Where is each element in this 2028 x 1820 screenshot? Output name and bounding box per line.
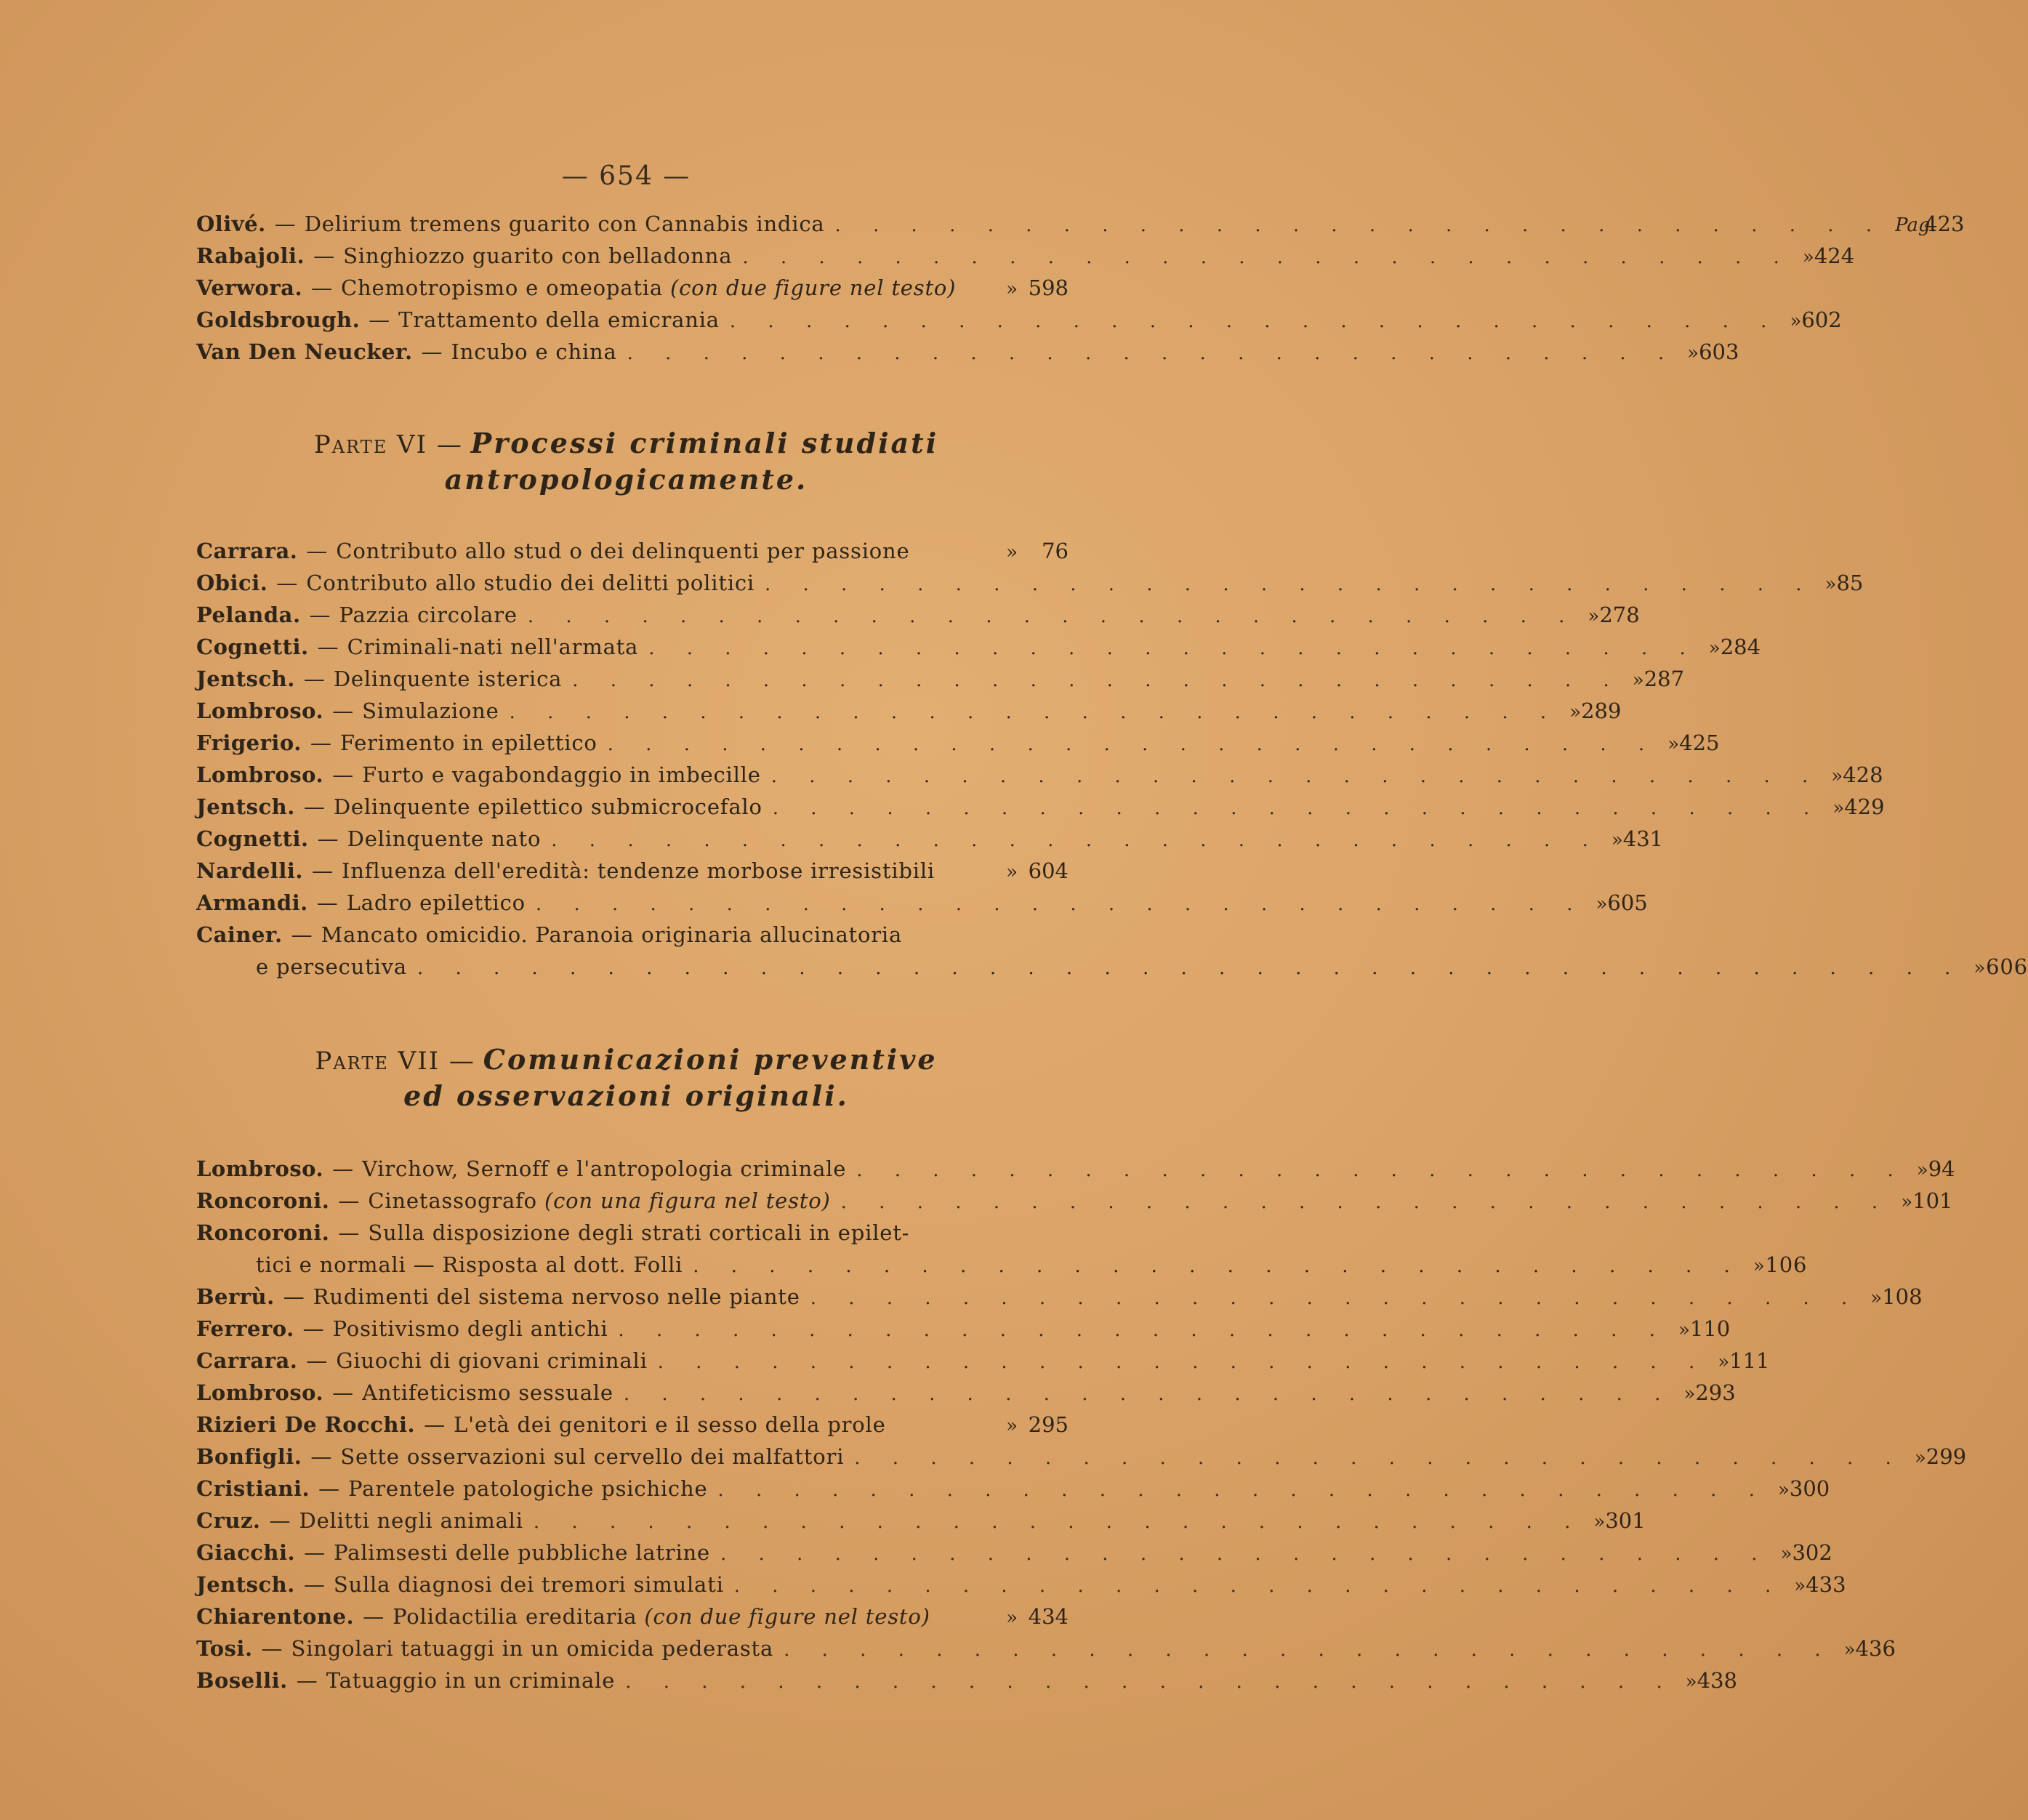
list-item: Ferrero. — Positivismo degli antichi . . . . . . . . . . . . . . . . . . . . . . . . . . . . » 110 bbox=[196, 1313, 1069, 1345]
entry-page: 301 bbox=[1605, 1508, 1646, 1533]
leader-dots: . . . . . . . . . . . . . . . . . . . . . . . . . . . . bbox=[810, 1287, 1861, 1309]
entry-author: Lombroso. bbox=[196, 1156, 324, 1181]
section-heading-part-7 bbox=[0, 1041, 1252, 1080]
leader-dots: . . . . . . . . . . . . . . . . . . . . . . . . . . . . bbox=[840, 1191, 1891, 1213]
ditto-mark: » bbox=[1593, 1511, 1606, 1533]
entry-title: L'età dei genitori e il sesso della prole bbox=[454, 1412, 886, 1437]
entry-title: Antifeticismo sessuale bbox=[362, 1380, 613, 1405]
entry-page: 94 bbox=[1928, 1156, 1955, 1181]
ditto-mark: » bbox=[1685, 1671, 1697, 1693]
list-item: Nardelli. — Influenza dell'eredità: tendenze morbose irresistibili » 604 bbox=[196, 855, 1069, 887]
list-item: Cognetti. — Delinquente nato . . . . . . . . . . . . . . . . . . . . . . . . . . . . » 431 bbox=[196, 823, 1069, 855]
leader-dots: . . . . . . . . . . . . . . . . . . . . . . . . . . . . bbox=[742, 246, 1792, 268]
ditto-mark: » bbox=[1824, 573, 1837, 595]
entry-title: Tatuaggio in un criminale bbox=[326, 1668, 616, 1693]
ditto-mark: » bbox=[1916, 1159, 1928, 1181]
entry-page: 428 bbox=[1843, 762, 1883, 787]
list-item: Jentsch. — Delinquente isterica . . . . . . . . . . . . . . . . . . . . . . . . . . . . » 287 bbox=[196, 663, 1069, 695]
list-item: Roncoroni. — Sulla disposizione degli strati corticali in epilet- bbox=[196, 1217, 1069, 1249]
entry-page: 299 bbox=[1926, 1444, 1967, 1469]
entry-author: Ferrero. bbox=[196, 1316, 294, 1341]
entry-title: Sette osservazioni sul cervello dei malfattori bbox=[340, 1444, 845, 1469]
entry-page: 436 bbox=[1855, 1636, 1896, 1661]
entry-author: Armandi. bbox=[196, 890, 308, 915]
entry-page: 434 bbox=[1028, 1604, 1069, 1629]
list-item: Berrù. — Rudimenti del sistema nervoso nelle piante . . . . . . . . . . . . . . . . . . . . . . . . . . . . » 108 bbox=[196, 1281, 1069, 1313]
entry-author: Berrù. bbox=[196, 1284, 275, 1309]
entry-title: Criminali-nati nell'armata bbox=[347, 635, 639, 659]
entry-title: Sulla diagnosi dei tremori simulati bbox=[333, 1572, 724, 1597]
entry-author: Roncoroni. bbox=[196, 1220, 330, 1245]
entry-title: Pazzia circolare bbox=[339, 603, 518, 627]
entry-author: Jentsch. bbox=[196, 1572, 295, 1597]
entry-title: Singolari tatuaggi in un omicida pederasta bbox=[291, 1636, 774, 1661]
list-item: Jentsch. — Sulla diagnosi dei tremori simulati . . . . . . . . . . . . . . . . . . . . . . . . . . . . » 433 bbox=[196, 1569, 1069, 1600]
entry-author: Chiarentone. bbox=[196, 1604, 355, 1629]
list-item: Boselli. — Tatuaggio in un criminale . . . . . . . . . . . . . . . . . . . . . . . . . . . . » 438 bbox=[196, 1664, 1069, 1696]
entry-title: Sulla disposizione degli strati corticali in epilet- bbox=[368, 1220, 910, 1245]
list-item: Cainer. — Mancato omicidio. Paranoia originaria allucinatoria bbox=[196, 919, 1069, 951]
entry-title: Delinquente nato bbox=[347, 826, 542, 851]
entry-author: Cognetti. bbox=[196, 826, 309, 851]
leader-dots: . . . . . . . . . . . . . . . . . . . . . . . . . . . . bbox=[509, 701, 1560, 723]
entry-page: 284 bbox=[1720, 635, 1761, 659]
entry-page: 85 bbox=[1836, 571, 1864, 595]
leader-dots: . . . . . . . . . . . . . . . . . . . . . . . . . . . . bbox=[717, 1479, 1768, 1501]
entry-author: Cainer. bbox=[196, 922, 283, 947]
leader-dots: . . . . . . . . . . . . . . . . . . . . . . . . . . . . bbox=[854, 1447, 1904, 1469]
leader-dots: . . . . . . . . . . . . . . . . . . . . . . . . . . . . bbox=[856, 1159, 1907, 1181]
ditto-mark: » bbox=[1006, 861, 1018, 883]
list-item: Chiarentone. — Polidactilia ereditaria (con due figure nel testo) » 434 bbox=[196, 1600, 1069, 1632]
page-number: — 654 — bbox=[561, 161, 691, 191]
entry-page: 287 bbox=[1643, 667, 1685, 691]
leader-dots: . . . . . . . . . . . . . . . . . . . . . . . . . . . . bbox=[770, 765, 1822, 787]
list-item: Verwora. — Chemotropismo e omeopatia (con due figure nel testo) » 598 bbox=[196, 272, 1069, 304]
leader-dots: . . . . . . . . . . . . . . . . . . . . . . . . . . . . bbox=[657, 1351, 1708, 1373]
entry-author: Frigerio. bbox=[196, 730, 302, 755]
entry-page: 605 bbox=[1607, 890, 1648, 915]
part-label: Parte VI — bbox=[313, 430, 463, 459]
ditto-mark: » bbox=[1006, 1415, 1018, 1437]
leader-dots: . . . . . . . . . . . . . . . . . . . . . . . . . . . . bbox=[693, 1255, 1743, 1277]
section-heading-part-7-line2 bbox=[0, 1077, 1252, 1116]
entry-page: 76 bbox=[1042, 539, 1069, 563]
entry-title: Rudimenti del sistema nervoso nelle piante bbox=[313, 1284, 800, 1309]
entry-author: Rizieri De Rocchi. bbox=[196, 1412, 416, 1437]
leader-dots: . . . . . . . . . . . . . . . . . . . . . . . . . . . . bbox=[607, 733, 1658, 755]
entry-author: Carrara. bbox=[196, 1348, 298, 1373]
entry-title: Contributo allo studio dei delitti politici bbox=[306, 571, 755, 595]
entry-author: Obici. bbox=[196, 571, 268, 595]
ditto-mark: » bbox=[1006, 541, 1018, 563]
leader-dots: . . . . . . . . . . . . . . . . . . . . . . . . . . . . . . . . . . . . . . . . . bbox=[417, 957, 1964, 979]
part-label: Parte VII — bbox=[315, 1047, 475, 1076]
entry-page: 429 bbox=[1844, 794, 1885, 819]
entry-title: Positivismo degli antichi bbox=[332, 1316, 608, 1341]
part-title: Comunicazioni preventive bbox=[483, 1043, 938, 1076]
entry-author: Jentsch. bbox=[196, 794, 295, 819]
entry-author: Van Den Neucker. bbox=[196, 339, 413, 364]
list-item-continuation bbox=[256, 951, 2028, 983]
entry-page: 598 bbox=[1028, 275, 1069, 300]
leader-dots: . . . . . . . . . . . . . . . . . . . . . . . . . . . . bbox=[834, 214, 1886, 236]
ditto-mark: » bbox=[1843, 1639, 1856, 1661]
entry-page: 431 bbox=[1622, 826, 1664, 851]
leader-dots: . . . . . . . . . . . . . . . . . . . . . . . . . . . . bbox=[527, 605, 1578, 627]
entry-author: Lombroso. bbox=[196, 698, 324, 723]
ditto-mark: » bbox=[1632, 669, 1644, 691]
entry-title: Incubo e china bbox=[451, 339, 617, 364]
ditto-mark: » bbox=[1596, 893, 1608, 915]
list-item: Bonfigli. — Sette osservazioni sul cervello dei malfattori . . . . . . . . . . . . . . . . . . . . . . . . . . . . » 299 bbox=[196, 1441, 1069, 1473]
entry-title: Delinquente epilettico submicrocefalo bbox=[333, 794, 762, 819]
list-item: Tosi. — Singolari tatuaggi in un omicida pederasta . . . . . . . . . . . . . . . . . . . . . . . . . . . . » 436 bbox=[196, 1632, 1069, 1664]
leader-dots: . . . . . . . . . . . . . . . . . . . . . . . . . . . . bbox=[729, 310, 1780, 332]
list-item: Giacchi. — Palimsesti delle pubbliche latrine . . . . . . . . . . . . . . . . . . . . . . . . . . . . » 302 bbox=[196, 1537, 1069, 1569]
entry-author: Goldsbrough. bbox=[196, 307, 361, 332]
entry-page: 300 bbox=[1789, 1476, 1830, 1501]
list-item: Van Den Neucker. — Incubo e china . . . . . . . . . . . . . . . . . . . . . . . . . . . . » 603 bbox=[196, 336, 1069, 368]
ditto-mark: » bbox=[1790, 310, 1802, 332]
ditto-mark: » bbox=[1753, 1255, 1766, 1277]
ditto-mark: » bbox=[1832, 797, 1845, 819]
entry-page: 603 bbox=[1699, 339, 1739, 364]
part-title: Processi criminali studiati bbox=[470, 427, 939, 459]
entry-title: Ladro epilettico bbox=[346, 890, 526, 915]
list-item: Carrara. — Giuochi di giovani criminali . . . . . . . . . . . . . . . . . . . . . . . . . . . . » 111 bbox=[196, 1345, 1069, 1377]
entry-title: Giuochi di giovani criminali bbox=[336, 1348, 648, 1373]
entry-title: Influenza dell'eredità: tendenze morbose irresistibili bbox=[341, 858, 935, 883]
entry-title-continuation: tici e normali — Risposta al dott. Folli bbox=[256, 1252, 683, 1277]
list-item: Pelanda. — Pazzia circolare . . . . . . . . . . . . . . . . . . . . . . . . . . . . » 278 bbox=[196, 599, 1069, 631]
ditto-mark: » bbox=[1777, 1479, 1790, 1501]
entry-author: Cruz. bbox=[196, 1508, 261, 1533]
ditto-mark: » bbox=[1683, 1383, 1696, 1405]
ditto-mark: » bbox=[1780, 1543, 1792, 1565]
entry-page: 433 bbox=[1806, 1572, 1846, 1597]
entry-author: Giacchi. bbox=[196, 1540, 296, 1565]
entry-page: 438 bbox=[1697, 1668, 1738, 1693]
entry-title: Contributo allo stud o dei delinquenti per passione bbox=[336, 539, 910, 563]
entry-author: Pelanda. bbox=[196, 603, 301, 627]
ditto-mark: » bbox=[1667, 733, 1680, 755]
leader-dots: . . . . . . . . . . . . . . . . . . . . . . . . . . . . bbox=[764, 573, 1815, 595]
entry-author: Roncoroni. bbox=[196, 1188, 330, 1213]
leader-dots: . . . . . . . . . . . . . . . . . . . . . . . . . . . . bbox=[627, 342, 1678, 364]
entry-page: 606 bbox=[1986, 954, 2028, 979]
leader-dots: . . . . . . . . . . . . . . . . . . . . . . . . . . . . bbox=[623, 1383, 1674, 1405]
entry-page: 425 bbox=[1679, 730, 1720, 755]
list-item: Cognetti. — Criminali-nati nell'armata . . . . . . . . . . . . . . . . . . . . . . . . . . . . » 284 bbox=[196, 631, 1069, 663]
leader-dots: . . . . . . . . . . . . . . . . . . . . . . . . . . . . bbox=[720, 1543, 1771, 1565]
list-item: Frigerio. — Ferimento in epilettico . . . . . . . . . . . . . . . . . . . . . . . . . . . . » 425 bbox=[196, 727, 1069, 759]
ditto-mark: » bbox=[1006, 1607, 1018, 1629]
entry-title: Simulazione bbox=[362, 698, 499, 723]
entry-title-note: (con due figure nel testo) bbox=[644, 1604, 930, 1629]
entry-title: Delinquente isterica bbox=[333, 667, 563, 691]
leader-dots: . . . . . . . . . . . . . . . . . . . . . . . . . . . . bbox=[618, 1319, 1668, 1341]
entry-page: 302 bbox=[1792, 1540, 1832, 1565]
entry-title: Delirium tremens guarito con Cannabis indica bbox=[304, 212, 825, 236]
section-heading-part-6-line2 bbox=[0, 461, 1252, 500]
entry-page: 602 bbox=[1801, 307, 1842, 332]
entry-author: Boselli. bbox=[196, 1668, 288, 1693]
leader-dots: . . . . . . . . . . . . . . . . . . . . . . . . . . . . bbox=[572, 669, 1622, 691]
list-item: Carrara. — Contributo allo stud o dei delinquenti per passione » 76 bbox=[196, 535, 1069, 567]
entry-page: 110 bbox=[1689, 1316, 1731, 1341]
list-item: Lombroso. — Furto e vagabondaggio in imbecille . . . . . . . . . . . . . . . . . . . . . . . . . . . . » 428 bbox=[196, 759, 1069, 791]
entry-title: Cinetassografo (con una figura nel testo) bbox=[368, 1188, 831, 1213]
list-item: Lombroso. — Simulazione . . . . . . . . . . . . . . . . . . . . . . . . . . . . » 289 bbox=[196, 695, 1069, 727]
ditto-mark: » bbox=[1914, 1447, 1926, 1469]
entry-author: Nardelli. bbox=[196, 858, 303, 883]
ditto-mark: » bbox=[1802, 246, 1814, 268]
list-item: Roncoroni. — Cinetassografo (con una figura nel testo) . . . . . . . . . . . . . . . . . . . . . . . . . . . . » 101 bbox=[196, 1185, 1069, 1217]
list-item: Jentsch. — Delinquente epilettico submicrocefalo . . . . . . . . . . . . . . . . . . . . . . . . . . . . » 429 bbox=[196, 791, 1069, 823]
entry-title: Parentele patologiche psichiche bbox=[348, 1476, 708, 1501]
ditto-mark: » bbox=[1006, 278, 1018, 300]
section-heading-part-6 bbox=[0, 424, 1252, 464]
entry-page: 604 bbox=[1028, 858, 1069, 883]
leader-dots: . . . . . . . . . . . . . . . . . . . . . . . . . . . . bbox=[648, 637, 1699, 659]
entry-author: Tosi. bbox=[196, 1636, 253, 1661]
ditto-mark: » bbox=[1870, 1287, 1883, 1309]
entry-title: Virchow, Sernoff e l'antropologia criminale bbox=[362, 1156, 847, 1181]
ditto-mark: » bbox=[1708, 637, 1721, 659]
leader-dots: . . . . . . . . . . . . . . . . . . . . . . . . . . . . bbox=[535, 893, 1586, 915]
pag-label: Pag. bbox=[1895, 214, 1936, 236]
entry-title: Singhiozzo guarito con belladonna bbox=[343, 243, 733, 268]
ditto-mark: » bbox=[1588, 605, 1600, 627]
leader-dots: . . . . . . . . . . . . . . . . . . . . . . . . . . . . bbox=[772, 797, 1823, 819]
entry-title: Palimsesti delle pubbliche latrine bbox=[334, 1540, 710, 1565]
list-item: Olivé. — Delirium tremens guarito con Cannabis indica . . . . . . . . . . . . . . . . . . . . . . . . . . . . Pag. 423 bbox=[196, 208, 1069, 240]
list-item: Goldsbrough. — Trattamento della emicrania . . . . . . . . . . . . . . . . . . . . . . . . . . . . » 602 bbox=[196, 304, 1069, 336]
entry-author: Cristiani. bbox=[196, 1476, 310, 1501]
leader-dots: . . . . . . . . . . . . . . . . . . . . . . . . . . . . bbox=[733, 1575, 1784, 1597]
list-item: Obici. — Contributo allo studio dei delitti politici . . . . . . . . . . . . . . . . . . . . . . . . . . . . » 85 bbox=[196, 567, 1069, 599]
list-item: Cruz. — Delitti negli animali . . . . . . . . . . . . . . . . . . . . . . . . . . . . » 301 bbox=[196, 1505, 1069, 1537]
entry-author: Rabajoli. bbox=[196, 243, 305, 268]
leader-dots: . . . . . . . . . . . . . . . . . . . . . . . . . . . . bbox=[625, 1671, 1675, 1693]
entry-page: 101 bbox=[1912, 1188, 1953, 1213]
entry-page: 106 bbox=[1765, 1252, 1808, 1277]
entry-title-note: (con due figure nel testo) bbox=[669, 275, 957, 300]
leader-dots: . . . . . . . . . . . . . . . . . . . . . . . . . . . . bbox=[551, 829, 1601, 851]
entry-page: 108 bbox=[1882, 1284, 1923, 1309]
list-item: Rabajoli. — Singhiozzo guarito con belladonna . . . . . . . . . . . . . . . . . . . . . . . . . . . . » 424 bbox=[196, 240, 1069, 272]
entry-page: 278 bbox=[1599, 603, 1640, 627]
entry-author: Olivé. bbox=[196, 212, 266, 236]
entry-author: Verwora. bbox=[196, 275, 303, 300]
ditto-mark: » bbox=[1794, 1575, 1806, 1597]
list-item: Lombroso. — Antifeticismo sessuale . . . . . . . . . . . . . . . . . . . . . . . . . . . . » 293 bbox=[196, 1377, 1069, 1409]
entry-page: 289 bbox=[1581, 698, 1622, 723]
ditto-mark: » bbox=[1611, 829, 1623, 851]
ditto-mark: » bbox=[1901, 1191, 1913, 1213]
ditto-mark: » bbox=[1831, 765, 1843, 787]
entry-page: 295 bbox=[1028, 1412, 1069, 1437]
ditto-mark: » bbox=[1569, 701, 1582, 723]
entry-title: Furto e vagabondaggio in imbecille bbox=[362, 762, 761, 787]
list-item-continuation bbox=[256, 1249, 1808, 1281]
ditto-mark: » bbox=[1973, 957, 1987, 979]
entry-page: 293 bbox=[1695, 1380, 1736, 1405]
entry-author: Lombroso. bbox=[196, 762, 324, 787]
list-item: Cristiani. — Parentele patologiche psichiche . . . . . . . . . . . . . . . . . . . . . . . . . . . . » 300 bbox=[196, 1473, 1069, 1505]
entry-author: Cognetti. bbox=[196, 635, 309, 659]
entry-title: Chemotropismo e omeopatia (con due figure nel testo) bbox=[341, 275, 957, 300]
entry-title: Mancato omicidio. Paranoia originaria allucinatoria bbox=[321, 922, 903, 947]
entry-title: Trattamento della emicrania bbox=[398, 307, 720, 332]
entry-title: Polidactilia ereditaria (con due figure nel testo) bbox=[393, 1604, 930, 1629]
list-item: Armandi. — Ladro epilettico . . . . . . . . . . . . . . . . . . . . . . . . . . . . » 605 bbox=[196, 887, 1069, 919]
list-item: Rizieri De Rocchi. — L'età dei genitori e il sesso della prole » 295 bbox=[196, 1409, 1069, 1441]
entry-title: Ferimento in epilettico bbox=[339, 730, 597, 755]
ditto-mark: » bbox=[1678, 1319, 1690, 1341]
entry-title-continuation: e persecutiva bbox=[256, 954, 407, 979]
list-item: Lombroso. — Virchow, Sernoff e l'antropologia criminale . . . . . . . . . . . . . . . . . . . . . . . . . . . . » 94 bbox=[196, 1153, 1069, 1185]
entry-page: 423 bbox=[1924, 212, 1965, 236]
ditto-mark: » bbox=[1718, 1351, 1730, 1373]
entry-author: Carrara. bbox=[196, 539, 298, 563]
part-title: ed osservazioni originali. bbox=[403, 1079, 849, 1112]
entry-author: Lombroso. bbox=[196, 1380, 324, 1405]
part-title: antropologicamente. bbox=[444, 463, 808, 496]
entry-author: Jentsch. bbox=[196, 667, 295, 691]
ditto-mark: » bbox=[1687, 342, 1699, 364]
leader-dots: . . . . . . . . . . . . . . . . . . . . . . . . . . . . bbox=[533, 1511, 1584, 1533]
leader-dots: . . . . . . . . . . . . . . . . . . . . . . . . . . . . bbox=[784, 1639, 1834, 1661]
entry-title: Delitti negli animali bbox=[299, 1508, 523, 1533]
entry-title-note: (con una figura nel testo) bbox=[544, 1188, 831, 1213]
entry-author: Bonfigli. bbox=[196, 1444, 302, 1469]
entry-page: 111 bbox=[1729, 1348, 1770, 1373]
entry-page: 424 bbox=[1814, 243, 1855, 268]
